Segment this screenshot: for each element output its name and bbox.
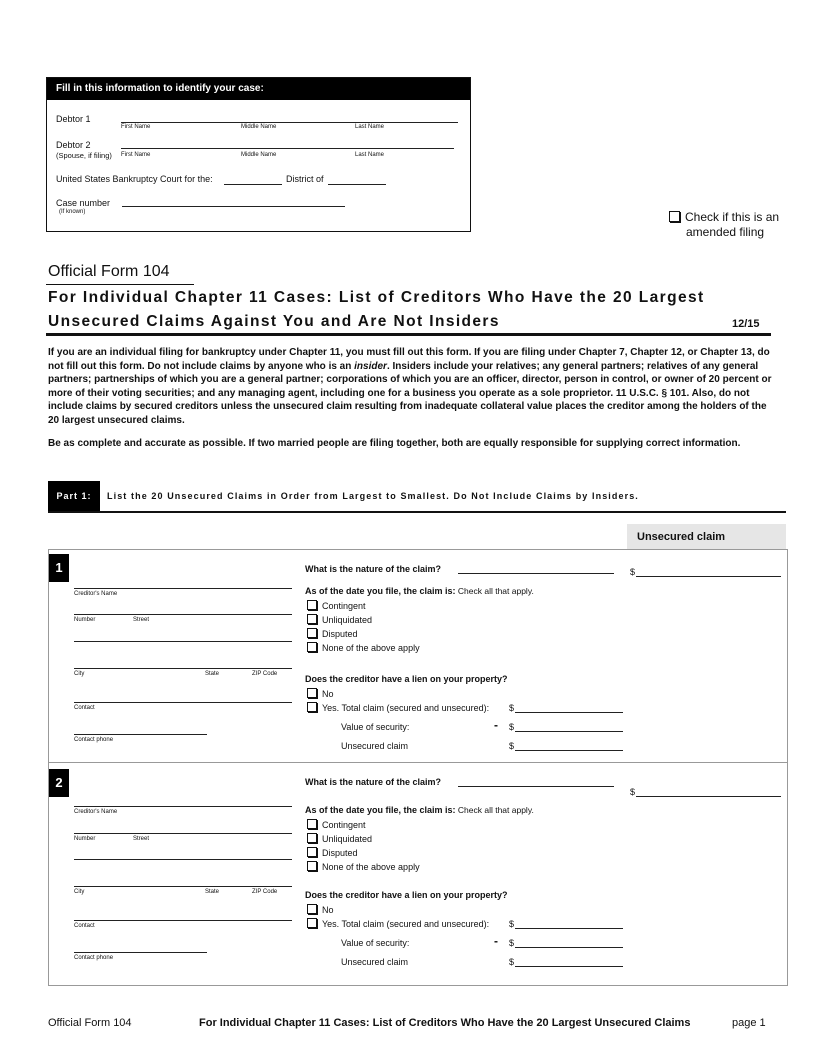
intro-paragraph-1 xyxy=(48,346,773,428)
creditor-name-input[interactable] xyxy=(74,806,292,807)
checkbox-box[interactable] xyxy=(307,642,317,652)
case-number-input[interactable] xyxy=(122,206,345,207)
number-caption: Number xyxy=(74,836,96,842)
value-security-label: Value of security: xyxy=(341,938,410,948)
total-claim-input[interactable] xyxy=(515,928,623,929)
contact-input[interactable] xyxy=(74,920,292,921)
none-apply-label: None of the above apply xyxy=(322,862,420,872)
debtor1-label: Debtor 1 xyxy=(56,114,91,124)
checkbox-box[interactable] xyxy=(307,628,317,638)
contact-phone-caption: Contact phone xyxy=(74,737,114,743)
lien-yes-checkbox[interactable] xyxy=(307,918,489,929)
debtor2-label: Debtor 2 xyxy=(56,140,91,150)
contact-phone-caption: Contact phone xyxy=(74,955,114,961)
checkbox-box[interactable] xyxy=(307,833,317,843)
unsecured-claim-amount-input[interactable] xyxy=(636,576,781,577)
unsecured-claim-dollar: $ xyxy=(509,957,515,967)
lien-no-label: No xyxy=(322,905,334,915)
amended-filing-checkbox[interactable] xyxy=(669,210,779,240)
as-of-date-bold: As of the date you file, the claim is: xyxy=(305,586,456,596)
checkbox-box[interactable] xyxy=(307,904,317,914)
minus-sign: - xyxy=(494,718,498,732)
form-version: 12/15 xyxy=(732,318,760,330)
contingent-label: Contingent xyxy=(322,820,366,830)
creditor-street-input[interactable] xyxy=(74,833,292,834)
as-of-date-label xyxy=(305,805,534,815)
lien-question: Does the creditor have a lien on your property? xyxy=(305,674,508,684)
intro-insider-term: insider xyxy=(354,360,387,372)
creditor-street-input[interactable] xyxy=(74,614,292,615)
unliquidated-checkbox[interactable] xyxy=(307,614,372,625)
unliquidated-checkbox[interactable] xyxy=(307,833,372,844)
value-security-input[interactable] xyxy=(515,947,623,948)
checkbox-box[interactable] xyxy=(307,847,317,857)
total-claim-dollar: $ xyxy=(509,703,515,713)
contact-phone-input[interactable] xyxy=(74,952,207,953)
form-title-line1: For Individual Chapter 11 Cases: List of Creditors Who Have the 20 Largest xyxy=(48,289,705,306)
intro-text-b: . Insiders include your relatives; any general partners; relatives of any general partners; partnerships of which you are a general partner; corporations of which you are an officer, director, person in control, or owner of 20 percent or more of their voting securities; and any managing agent, including one for a business you operate as a sole proprietor. 11 U.S.C. § 101. Also, do not include claims by secured creditors unless the unsecured claim resulting from inadequate collateral value places the creditor among the holders of the 20 largest unsecured claims. xyxy=(48,360,772,426)
unsecured-claim-label: Unsecured claim xyxy=(341,741,409,751)
checkbox-box[interactable] xyxy=(307,918,317,928)
nature-question: What is the nature of the claim? xyxy=(305,564,442,574)
debtor1-last-name-caption: Last Name xyxy=(355,124,385,130)
unsecured-claim-header: Unsecured claim xyxy=(627,524,786,550)
disputed-label: Disputed xyxy=(322,848,358,858)
nature-question: What is the nature of the claim? xyxy=(305,777,442,787)
unsecured-claim-input[interactable] xyxy=(515,966,623,967)
district-input[interactable] xyxy=(328,184,386,185)
value-security-input[interactable] xyxy=(515,731,623,732)
disputed-checkbox[interactable] xyxy=(307,628,358,639)
contingent-checkbox[interactable] xyxy=(307,600,366,611)
intro-paragraph-2: Be as complete and accurate as possible. If two married people are filing together, both are equally responsible for supplying correct information. xyxy=(48,438,741,449)
footer-title: For Individual Chapter 11 Cases: List of Creditors Who Have the 20 Largest Unsecured Claims xyxy=(199,1017,691,1029)
lien-yes-checkbox[interactable] xyxy=(307,702,489,713)
as-of-date-label xyxy=(305,586,534,596)
footer-form-name: Official Form 104 xyxy=(48,1017,132,1029)
lien-no-checkbox[interactable] xyxy=(307,904,334,915)
contact-input[interactable] xyxy=(74,702,292,703)
state-caption: State xyxy=(205,889,220,895)
contact-caption: Contact xyxy=(74,923,95,929)
street-caption: Street xyxy=(133,836,150,842)
amended-label-line2: amended filing xyxy=(686,225,765,239)
as-of-date-rest: Check all that apply. xyxy=(455,805,534,815)
debtor2-first-name-caption: First Name xyxy=(121,152,151,158)
number-caption: Number xyxy=(74,617,96,623)
lien-no-checkbox[interactable] xyxy=(307,688,334,699)
disputed-checkbox[interactable] xyxy=(307,847,358,858)
creditor-name-caption: Creditor's Name xyxy=(74,809,118,815)
creditor-city-input[interactable] xyxy=(74,668,292,669)
street-caption: Street xyxy=(133,617,150,623)
lien-yes-label: Yes. Total claim (secured and unsecured): xyxy=(322,703,490,713)
part1-label: Part 1: xyxy=(48,481,100,512)
nature-input[interactable] xyxy=(458,786,614,787)
state-caption: State xyxy=(205,671,220,677)
form-name-underline xyxy=(46,284,194,285)
part1-rule xyxy=(48,511,786,513)
unsecured-dollar-sign: $ xyxy=(630,787,636,797)
total-claim-input[interactable] xyxy=(515,712,623,713)
case-number-caption: (If known) xyxy=(59,209,86,215)
unsecured-claim-amount-input[interactable] xyxy=(636,796,781,797)
none-apply-label: None of the above apply xyxy=(322,643,420,653)
debtor1-first-name-caption: First Name xyxy=(121,124,151,130)
city-caption: City xyxy=(74,889,85,895)
amended-checkbox-box[interactable] xyxy=(669,211,680,222)
part1-title: List the 20 Unsecured Claims in Order from Largest to Smallest. Do Not Include Claims by Insiders. xyxy=(107,491,639,501)
footer-page-number: page 1 xyxy=(732,1017,766,1029)
value-security-label: Value of security: xyxy=(341,722,410,732)
title-rule xyxy=(46,333,771,336)
lien-question: Does the creditor have a lien on your property? xyxy=(305,890,508,900)
court-input[interactable] xyxy=(224,184,282,185)
checkbox-box[interactable] xyxy=(307,614,317,624)
form-name: Official Form 104 xyxy=(48,263,170,280)
debtor2-spouse-caption: (Spouse, if filing) xyxy=(56,151,112,160)
contact-caption: Contact xyxy=(74,705,95,711)
checkbox-box[interactable] xyxy=(307,600,317,610)
creditor-city-input[interactable] xyxy=(74,886,292,887)
debtor2-middle-name-caption: Middle Name xyxy=(241,152,277,158)
entry-number-badge: 2 xyxy=(49,769,69,797)
value-security-dollar: $ xyxy=(509,722,515,732)
contingent-label: Contingent xyxy=(322,601,366,611)
case-number-label: Case number xyxy=(56,198,111,208)
entry-number-badge: 1 xyxy=(49,554,69,582)
checkbox-box[interactable] xyxy=(307,861,317,871)
creditor-entry xyxy=(48,762,788,986)
case-info-header: Fill in this information to identify your case: xyxy=(47,78,470,100)
form-title-line2: Unsecured Claims Against You and Are Not Insiders xyxy=(48,313,500,330)
district-label: District of xyxy=(286,174,324,184)
none-apply-checkbox[interactable] xyxy=(307,642,420,653)
creditor-entry xyxy=(48,549,788,763)
debtor2-last-name-caption: Last Name xyxy=(355,152,385,158)
court-label: United States Bankruptcy Court for the: xyxy=(56,174,213,184)
amended-label-line1: Check if this is an xyxy=(685,210,780,224)
contingent-checkbox[interactable] xyxy=(307,819,366,830)
lien-yes-label: Yes. Total claim (secured and unsecured): xyxy=(322,919,490,929)
checkbox-box[interactable] xyxy=(307,819,317,829)
creditor-address2-input[interactable] xyxy=(74,859,292,860)
checkbox-box[interactable] xyxy=(307,688,317,698)
contact-phone-input[interactable] xyxy=(74,734,207,735)
zip-caption: ZIP Code xyxy=(252,671,278,677)
creditor-name-caption: Creditor's Name xyxy=(74,591,118,597)
disputed-label: Disputed xyxy=(322,629,358,639)
unliquidated-label: Unliquidated xyxy=(322,834,373,844)
minus-sign: - xyxy=(494,934,498,948)
case-info-box xyxy=(46,77,471,232)
lien-no-label: No xyxy=(322,689,334,699)
unsecured-claim-label: Unsecured claim xyxy=(341,957,409,967)
creditor-name-input[interactable] xyxy=(74,588,292,589)
unsecured-claim-input[interactable] xyxy=(515,750,623,751)
intro-text-a: If you are an individual filing for bankruptcy under Chapter 11, you must fill out this form. If you are filing under Chapter 7, Chapter 12, or Chapter 13, do not fill out this form. Do not include claims by anyone who is an xyxy=(48,347,770,372)
debtor2-input[interactable] xyxy=(121,148,454,149)
none-apply-checkbox[interactable] xyxy=(307,861,420,872)
debtor1-input[interactable] xyxy=(121,122,458,123)
total-claim-dollar: $ xyxy=(509,919,515,929)
unliquidated-label: Unliquidated xyxy=(322,615,373,625)
as-of-date-bold: As of the date you file, the claim is: xyxy=(305,805,456,815)
unsecured-claim-dollar: $ xyxy=(509,741,515,751)
zip-caption: ZIP Code xyxy=(252,889,278,895)
as-of-date-rest: Check all that apply. xyxy=(455,586,534,596)
checkbox-box[interactable] xyxy=(307,702,317,712)
nature-input[interactable] xyxy=(458,573,614,574)
debtor1-middle-name-caption: Middle Name xyxy=(241,124,277,130)
creditor-address2-input[interactable] xyxy=(74,641,292,642)
unsecured-dollar-sign: $ xyxy=(630,567,636,577)
city-caption: City xyxy=(74,671,85,677)
value-security-dollar: $ xyxy=(509,938,515,948)
